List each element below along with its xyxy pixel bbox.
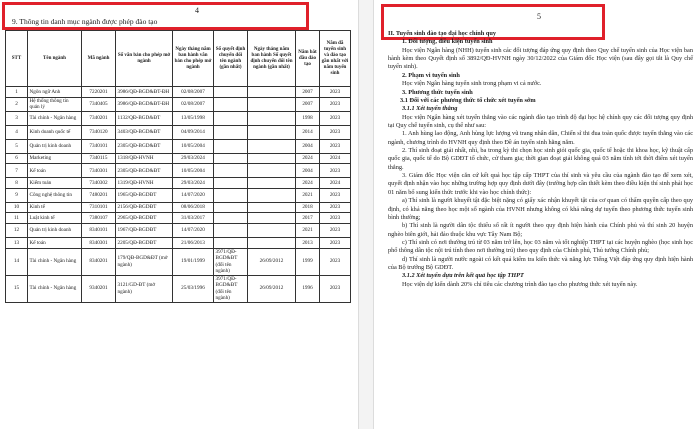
table-row xyxy=(6,188,351,202)
cell-code: 7340115 xyxy=(82,153,116,164)
cell-stt: 14 xyxy=(6,248,28,275)
cell-date: 19/01/1999 xyxy=(173,248,214,275)
cell-start: 2018 xyxy=(296,202,320,213)
cell-doc: 1965/QĐ-BGDĐT xyxy=(116,188,173,202)
table-row xyxy=(6,97,351,111)
cell-stt: 7 xyxy=(6,164,28,178)
cell-latest: 2023 xyxy=(320,223,351,237)
admission-text-body xyxy=(388,30,693,289)
cell-code: 7340301 xyxy=(82,164,116,178)
cell-doc: 2305/QĐ-BGD&ĐT xyxy=(116,139,173,153)
cell-latest: 2023 xyxy=(320,275,351,302)
cell-code: 7340101 xyxy=(82,139,116,153)
table-row xyxy=(6,139,351,153)
cell-rename-date xyxy=(248,139,296,153)
cell-rename-date xyxy=(248,223,296,237)
header-program-code: Mã ngành xyxy=(82,31,116,87)
cell-doc: 3986/QĐ-BGD&ĐT-ĐH xyxy=(116,87,173,98)
cell-rename-date: 26/09/2012 xyxy=(248,248,296,275)
cell-rename-date xyxy=(248,97,296,111)
cell-start: 1999 xyxy=(296,248,320,275)
right-page-number: 5 xyxy=(537,12,541,21)
cell-latest: 2023 xyxy=(320,188,351,202)
table-row xyxy=(6,164,351,178)
cell-start: 2024 xyxy=(296,153,320,164)
cell-rename-doc xyxy=(214,178,248,189)
admission-paragraph: Học viện Ngân hàng tuyển sinh trong phạm vi cả nước. xyxy=(402,80,542,88)
cell-code: 7480201 xyxy=(82,188,116,202)
cell-code: 7340302 xyxy=(82,178,116,189)
cell-code: 7340405 xyxy=(82,97,116,111)
header-approval-doc: Số văn bản cho phép mở ngành xyxy=(116,31,173,87)
cell-start: 2021 xyxy=(296,223,320,237)
header-latest-year: Năm đã tuyển sinh và đào tạo gần nhất với năm tuyển sinh xyxy=(320,31,351,87)
admission-paragraph: 3.1 Đối với các phương thức tổ chức xét tuyển sớm xyxy=(400,96,536,104)
table-row xyxy=(6,87,351,98)
cell-date: 04/09/2014 xyxy=(173,125,214,139)
cell-stt: 15 xyxy=(6,275,28,302)
cell-code: 8340101 xyxy=(82,223,116,237)
left-page-number: 4 xyxy=(195,6,199,15)
cell-date: 14/07/2020 xyxy=(173,223,214,237)
cell-name: Kiểm toán xyxy=(28,178,82,189)
cell-name: Tài chính - Ngân hàng xyxy=(28,111,82,125)
header-approval-date: Ngày tháng năm ban hành văn bản cho phép mở ngành xyxy=(173,31,214,87)
cell-stt: 2 xyxy=(6,97,28,111)
cell-rename-date xyxy=(248,213,296,224)
admission-paragraph: c) Thí sinh có nơi thường trú từ 03 năm trở lên, học 03 năm và tốt nghiệp THPT tại các huyện nghèo (học sinh học phổ thông dân tộc nội trú tính theo nơi thường trú) theo quy định của Chính phủ, Thủ tướng Chính phủ; xyxy=(388,238,693,255)
cell-date: 10/05/2004 xyxy=(173,164,214,178)
cell-doc: 2205/QĐ-BGDĐT xyxy=(116,237,173,248)
admission-paragraph: 1. Anh hùng lao động, Anh hùng lực lượng vũ trang nhân dân, Chiến sĩ thi đua toàn quốc được tuyển thẳng vào các ngành, chương trình do HVNH quy định theo Đề án tuyển sinh hằng năm. xyxy=(388,130,693,146)
programs-table xyxy=(5,30,351,303)
table-row xyxy=(6,248,351,275)
cell-rename-date xyxy=(248,153,296,164)
table-row xyxy=(6,111,351,125)
cell-code: 9340201 xyxy=(82,275,116,302)
cell-name: Kế toán xyxy=(28,164,82,178)
cell-doc: 2965/QĐ-BGDĐT xyxy=(116,213,173,224)
cell-stt: 4 xyxy=(6,125,28,139)
cell-start: 2004 xyxy=(296,164,320,178)
cell-doc: 3121/GD-ĐT (mở ngành) xyxy=(116,275,173,302)
cell-code: 7380107 xyxy=(82,213,116,224)
cell-start: 2007 xyxy=(296,87,320,98)
admission-paragraph: Học viện dự kiến dành 20% chỉ tiêu các chương trình đào tạo cho phương thức xét tuyển này. xyxy=(402,280,638,288)
cell-rename-date xyxy=(248,202,296,213)
admission-paragraph: a) Thí sinh là người khuyết tật đặc biệt nặng có giấy xác nhận khuyết tật của cơ quan có thẩm quyền cấp theo quy định, có khả năng theo học một số ngành của HVNH nhưng không có khả năng dự tuyển theo phương thức tuyển sinh bình thường; xyxy=(388,197,693,221)
cell-start: 2024 xyxy=(296,178,320,189)
cell-name: Quản trị kinh doanh xyxy=(28,223,82,237)
cell-code: 7310101 xyxy=(82,202,116,213)
cell-stt: 12 xyxy=(6,223,28,237)
cell-rename-date xyxy=(248,188,296,202)
admission-paragraph: 2. Thí sinh đoạt giải nhất, nhì, ba trong kỳ thi chọn học sinh giỏi quốc gia, quốc tế hoặc thi khoa học, kỹ thuật cấp quốc gia, quốc tế do Bộ GDĐT tổ chức, cử tham gia; thời gian đoạt giải không quá 03 năm tính tới thời điểm xét tuyển thẳng. xyxy=(388,147,693,171)
cell-latest: 2023 xyxy=(320,237,351,248)
cell-stt: 3 xyxy=(6,111,28,125)
cell-name: Kinh doanh quốc tế xyxy=(28,125,82,139)
admission-paragraph: Học viện Ngân hàng (NHH) tuyển sinh các đối tượng đáp ứng quy định theo Quy chế tuyển sinh của Học viện ban hành kèm theo Quyết định số 3892/QĐ-HVNH ngày 30/12/2022 của Giám đốc Học viện (sau đây gọi tắt là Quy chế tuyển sinh). xyxy=(388,46,693,71)
header-program-name: Tên ngành xyxy=(28,31,82,87)
cell-date: 29/03/2024 xyxy=(173,178,214,189)
cell-rename-doc xyxy=(214,125,248,139)
right-document-page xyxy=(374,0,700,429)
cell-date: 25/03/1996 xyxy=(173,275,214,302)
cell-date: 29/03/2024 xyxy=(173,153,214,164)
cell-date: 31/03/2017 xyxy=(173,213,214,224)
cell-doc: 1319/QĐ-HVNH xyxy=(116,178,173,189)
programs-section-title: 9. Thông tin danh mục ngành được phép đào tạo xyxy=(12,17,158,26)
header-rename-doc: Số quyết định chuyển đổi tên ngành (gần nhất) xyxy=(214,31,248,87)
table-row xyxy=(6,125,351,139)
cell-latest: 2023 xyxy=(320,97,351,111)
admission-paragraph: 3.1.2 Xét tuyển dựa trên kết quả học tập THPT xyxy=(402,272,524,280)
cell-start: 1996 xyxy=(296,275,320,302)
cell-start: 2021 xyxy=(296,188,320,202)
cell-rename-doc xyxy=(214,139,248,153)
table-row xyxy=(6,153,351,164)
cell-name: Quản trị kinh doanh xyxy=(28,139,82,153)
book-gutter xyxy=(358,0,374,429)
cell-start: 2017 xyxy=(296,213,320,224)
cell-code: 8340201 xyxy=(82,248,116,275)
admission-section-heading: II. Tuyển sinh đào tạo đại học chính quy xyxy=(388,30,496,37)
cell-name: Ngôn ngữ Anh xyxy=(28,87,82,98)
cell-doc: 2305/QĐ-BGD&ĐT xyxy=(116,164,173,178)
cell-start: 2004 xyxy=(296,139,320,153)
admission-paragraph: b) Thí sinh là người dân tộc thiểu số rất ít người theo quy định hiện hành của Chính phủ và thí sinh 20 huyện nghèo biên giới, hải đảo thuộc khu vực Tây Nam Bộ; xyxy=(388,222,693,238)
cell-date: 02/08/2007 xyxy=(173,87,214,98)
cell-rename-date xyxy=(248,164,296,178)
cell-stt: 8 xyxy=(6,178,28,189)
cell-rename-doc xyxy=(214,213,248,224)
cell-doc: 3986/QĐ-BGD&ĐT-ĐH xyxy=(116,97,173,111)
cell-rename-date xyxy=(248,178,296,189)
cell-stt: 10 xyxy=(6,202,28,213)
cell-rename-date xyxy=(248,87,296,98)
cell-latest: 2023 xyxy=(320,139,351,153)
cell-rename-date xyxy=(248,237,296,248)
table-row xyxy=(6,213,351,224)
admission-paragraph: 3.1.1 Xét tuyển thẳng xyxy=(402,105,458,113)
cell-rename-doc xyxy=(214,153,248,164)
cell-rename-doc: 3971/QĐ-BGD&ĐT (đổi tên ngành) xyxy=(214,275,248,302)
cell-date: 21/06/2013 xyxy=(173,237,214,248)
cell-name: Công nghệ thông tin xyxy=(28,188,82,202)
cell-rename-doc xyxy=(214,87,248,98)
cell-latest: 2023 xyxy=(320,164,351,178)
cell-rename-doc xyxy=(214,164,248,178)
cell-name: Kế toán xyxy=(28,237,82,248)
header-rename-date: Ngày tháng năm ban hành Số quyết định chuyển đổi tên ngành (gần nhất) xyxy=(248,31,296,87)
cell-rename-date xyxy=(248,111,296,125)
cell-stt: 1 xyxy=(6,87,28,98)
cell-code: 7340120 xyxy=(82,125,116,139)
admission-paragraph: Học viện Ngân hàng xét tuyển thẳng vào các ngành đào tạo trình độ đại học hệ chính quy các đối tượng quy định tại Quy chế tuyển sinh, cụ thể như sau: xyxy=(388,113,693,129)
cell-date: 08/06/2018 xyxy=(173,202,214,213)
cell-rename-doc xyxy=(214,111,248,125)
cell-date: 14/07/2020 xyxy=(173,188,214,202)
cell-latest: 2023 xyxy=(320,248,351,275)
table-row xyxy=(6,275,351,302)
cell-name: Marketing xyxy=(28,153,82,164)
cell-name: Kinh tế xyxy=(28,202,82,213)
cell-stt: 5 xyxy=(6,139,28,153)
cell-code: 7340201 xyxy=(82,111,116,125)
admission-paragraph: 3. Giám đốc Học viện căn cứ kết quả học tập cấp THPT của thí sinh và yêu cầu của ngành đào tạo để xem xét, quyết định nhận vào học những trường hợp quy định dưới đây (trường hợp cần thiết kèm theo điều kiện thí sinh phải học 01 năm bổ sung kiến thức trước khi vào học chính thức): xyxy=(388,172,693,196)
cell-rename-doc xyxy=(214,223,248,237)
cell-name: Tài chính - Ngân hàng xyxy=(28,248,82,275)
admission-paragraph: 1. Đối tượng, điều kiện tuyển sinh xyxy=(402,38,493,46)
cell-rename-doc xyxy=(214,202,248,213)
cell-doc: 2156/QĐ-BGDĐT xyxy=(116,202,173,213)
cell-doc: 3403/QĐ-BGD&ĐT xyxy=(116,125,173,139)
cell-doc: 1967/QĐ-BGDĐT xyxy=(116,223,173,237)
cell-stt: 13 xyxy=(6,237,28,248)
cell-stt: 6 xyxy=(6,153,28,164)
cell-doc: 179/QĐ-BGD&ĐT (mở ngành) xyxy=(116,248,173,275)
admission-paragraph: 2. Phạm vi tuyển sinh xyxy=(402,71,460,79)
left-highlight-box xyxy=(2,2,309,30)
cell-rename-date: 26/09/2012 xyxy=(248,275,296,302)
cell-name: Hệ thống thông tin quản lý xyxy=(28,97,82,111)
cell-stt: 11 xyxy=(6,213,28,224)
cell-name: Tài chính - Ngân hàng xyxy=(28,275,82,302)
cell-latest: 2024 xyxy=(320,153,351,164)
cell-latest: 2024 xyxy=(320,178,351,189)
cell-rename-doc xyxy=(214,97,248,111)
cell-start: 2013 xyxy=(296,237,320,248)
cell-start: 1998 xyxy=(296,111,320,125)
cell-date: 02/08/2007 xyxy=(173,97,214,111)
table-row xyxy=(6,178,351,189)
cell-rename-date xyxy=(248,125,296,139)
cell-latest: 2023 xyxy=(320,125,351,139)
cell-rename-doc xyxy=(214,188,248,202)
header-stt: STT xyxy=(6,31,28,87)
table-row xyxy=(6,223,351,237)
cell-rename-doc xyxy=(214,237,248,248)
cell-date: 10/05/2004 xyxy=(173,139,214,153)
cell-latest: 2023 xyxy=(320,202,351,213)
cell-doc: 1132/QĐ-BGD&ĐT xyxy=(116,111,173,125)
cell-code: 8340301 xyxy=(82,237,116,248)
header-start-year: Năm bắt đầu đào tạo xyxy=(296,31,320,87)
cell-doc: 1318/QĐ-HVNH xyxy=(116,153,173,164)
cell-start: 2014 xyxy=(296,125,320,139)
cell-date: 13/05/1998 xyxy=(173,111,214,125)
table-header-row xyxy=(6,31,351,87)
cell-code: 7220201 xyxy=(82,87,116,98)
cell-start: 2007 xyxy=(296,97,320,111)
cell-latest: 2023 xyxy=(320,87,351,98)
cell-stt: 9 xyxy=(6,188,28,202)
cell-latest: 2023 xyxy=(320,111,351,125)
cell-latest: 2023 xyxy=(320,213,351,224)
admission-paragraph: 3. Phương thức tuyển sinh xyxy=(402,88,473,96)
cell-rename-doc: 3971/QĐ-BGD&ĐT (đổi tên ngành) xyxy=(214,248,248,275)
table-row xyxy=(6,202,351,213)
table-row xyxy=(6,237,351,248)
cell-name: Luật kinh tế xyxy=(28,213,82,224)
admission-paragraph: d) Thí sinh là người nước ngoài có kết quả kiểm tra kiến thức và năng lực Tiếng Việt đáp ứng quy định hiện hành của Bộ trưởng Bộ GDĐT. xyxy=(388,255,693,272)
